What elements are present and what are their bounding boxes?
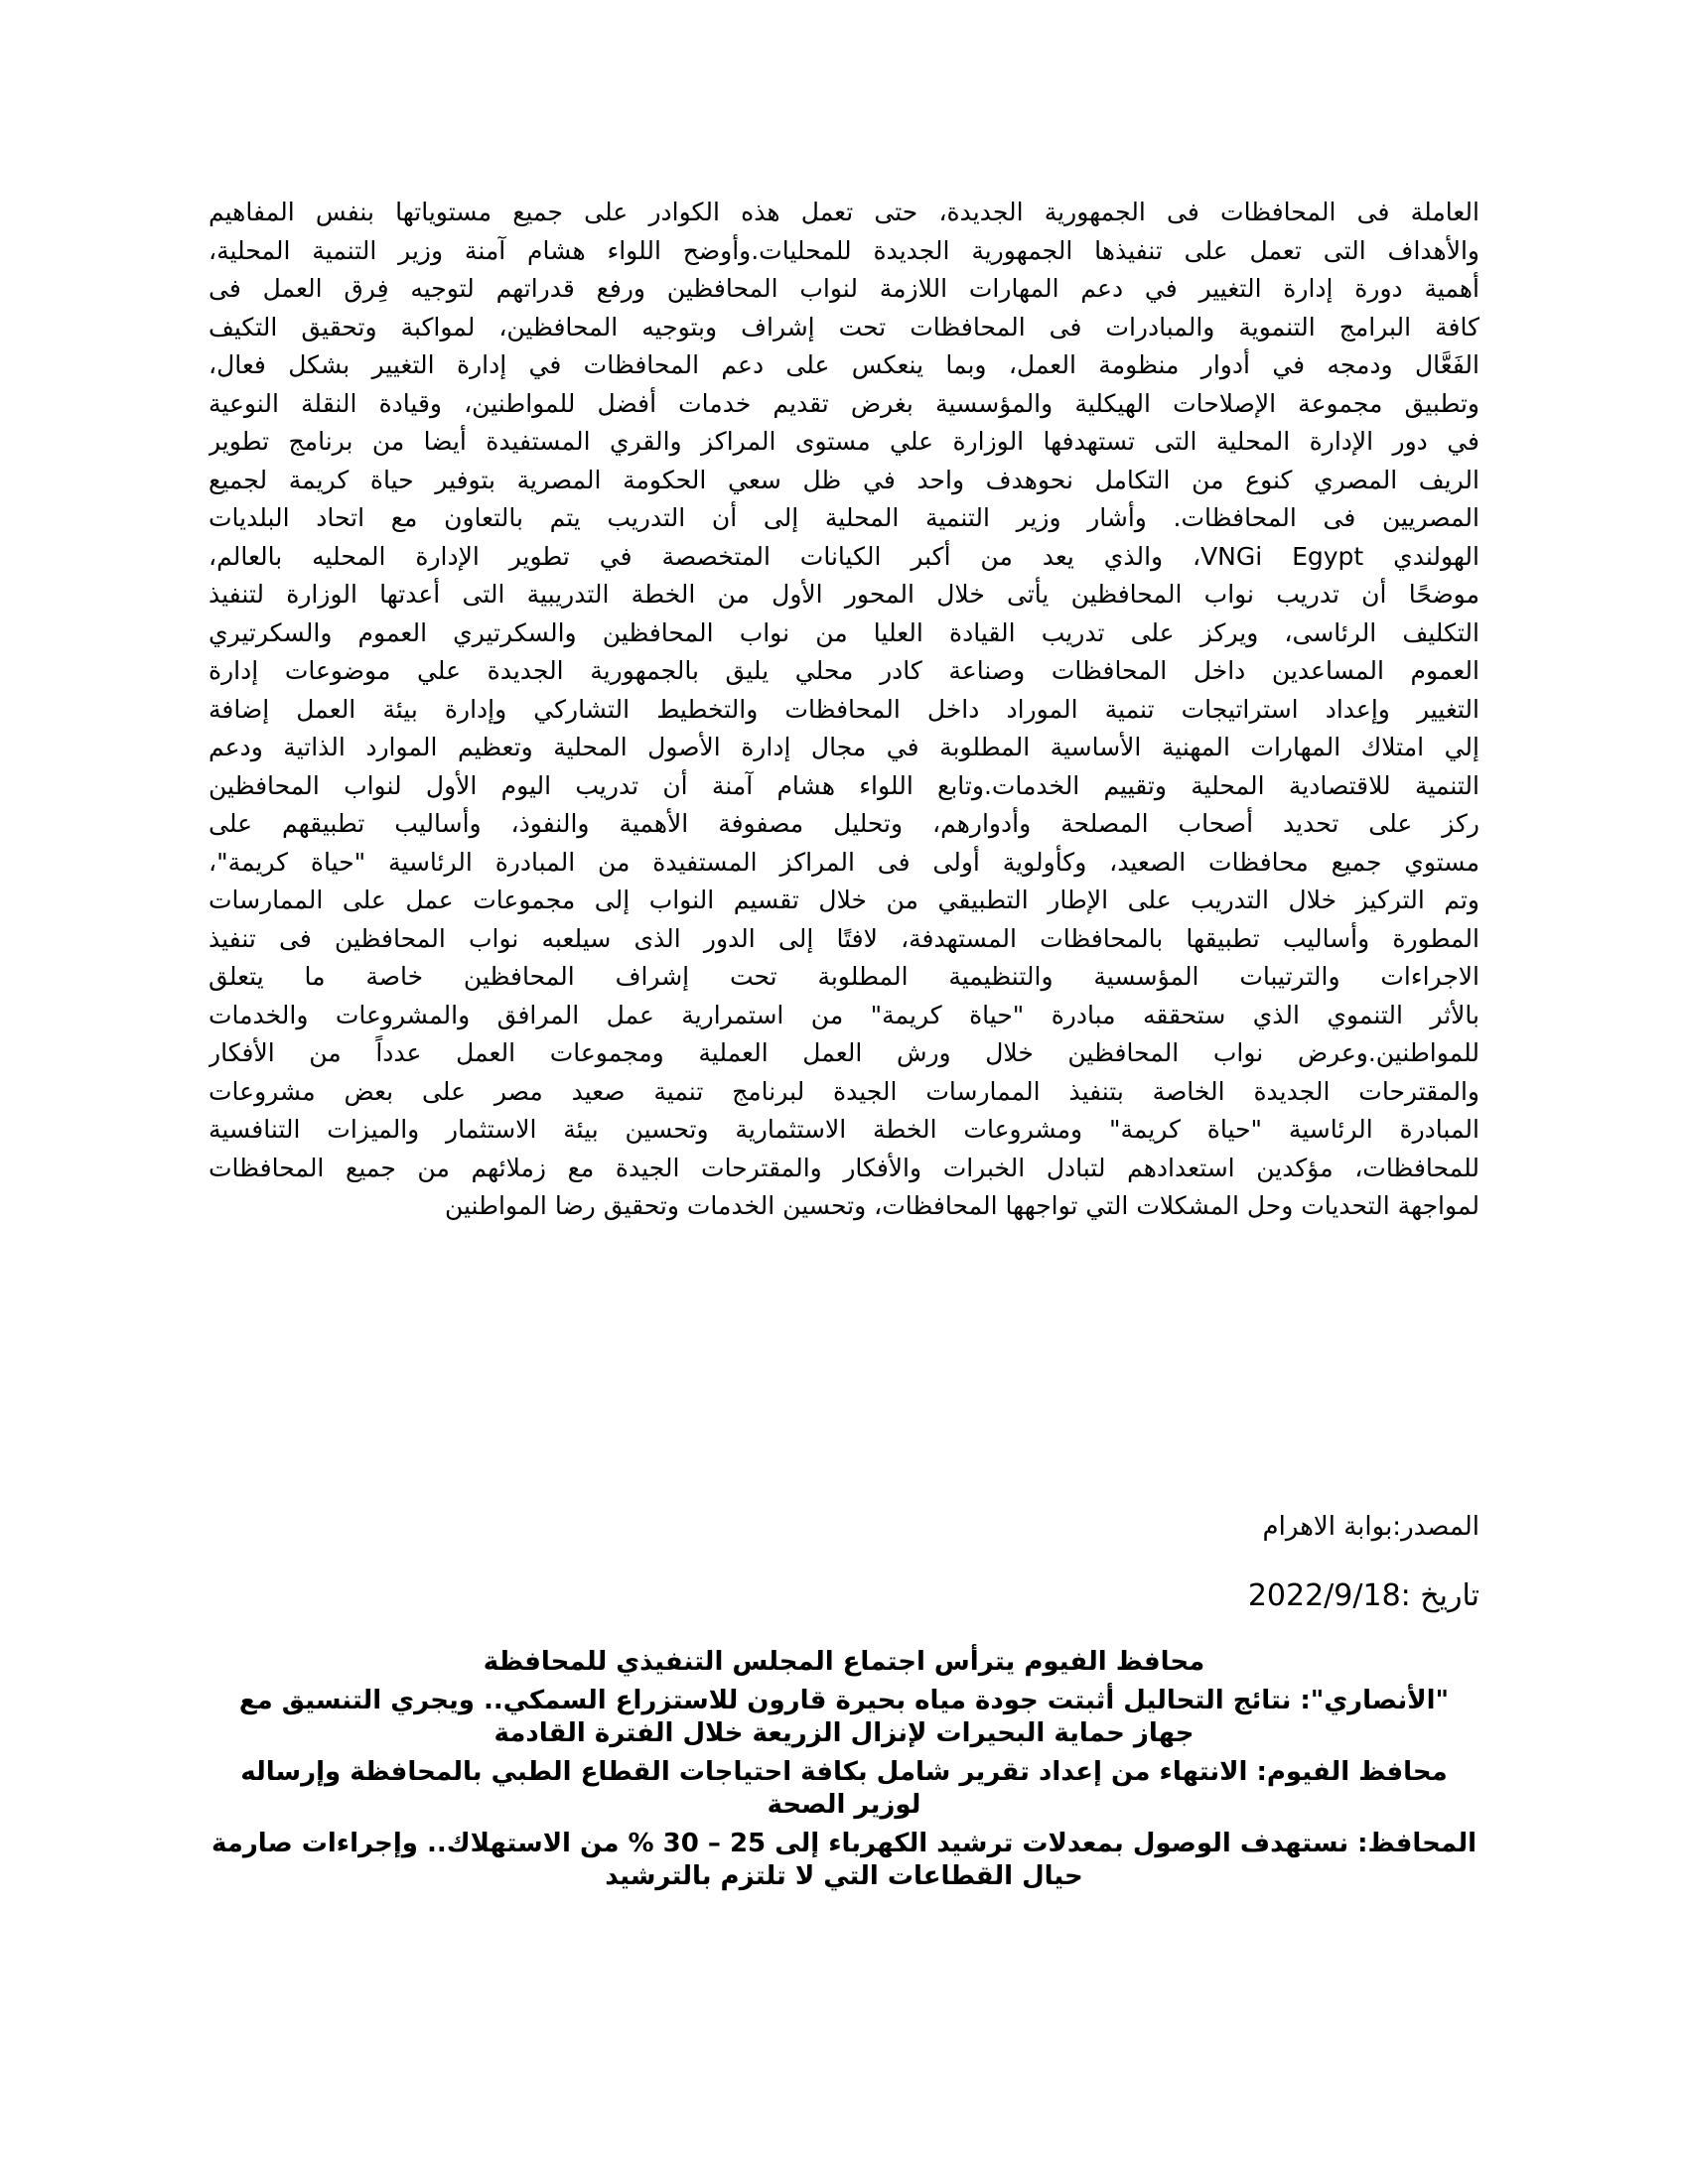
article-date: تاريخ :2022/9/18 (1247, 1578, 1479, 1613)
article-line: ركز على تحديد أصحاب المصلحة وأدوارهم، وتحليل مصفوفة الأهمية والنفوذ، وأساليب تطبيقهم على (209, 809, 1479, 838)
article-body (209, 194, 1479, 1226)
article-line: في دور الإدارة المحلية التى تستهدفها الوزارة علي مستوى المراكز والقري المستفيدة أيضا من برنامج تطوير (209, 427, 1479, 456)
article-line: العموم المساعدين داخل المحافظات وصناعة كادر محلي يليق بالجمهورية الجديدة علي موضوعات إدارة (209, 656, 1479, 685)
related-headlines (209, 1646, 1479, 1899)
article-line: للمحافظات، مؤكدين استعدادهم لتبادل الخبرات والأفكار والمقترحات الجيدة مع زملائهم من جميع المحافظات (209, 1153, 1479, 1182)
headline: "الأنصاري": نتائج التحاليل أثبتت جودة مياه بحيرة قارون للاستزراع السمكي.. ويجري التنسيق مع جهاز حماية البحيرات لإنزال الزريعة خلال الفترة القادمة (238, 1686, 1450, 1748)
article-line: الفَعَّال ودمجه في أدوار منظومة العمل، وبما ينعكس على دعم المحافظات في إدارة التغيير بشكل فعال، (209, 350, 1479, 379)
article-line: والمقترحات الجديدة الخاصة بتنفيذ الممارسات الجيدة لبرنامج تنمية صعيد مصر على بعض مشروعات (209, 1076, 1479, 1106)
article-line: المصريين فى المحافظات. وأشار وزير التنمية المحلية إلى أن التدريب يتم بالتعاون مع اتحاد البلديات (209, 503, 1479, 532)
headline: محافظ الفيوم يترأس اجتماع المجلس التنفيذي للمحافظة (483, 1647, 1205, 1677)
article-line: كافة البرامج التنموية والمبادرات فى المحافظات تحت إشراف وبتوجيه المحافظين، لمواكبة وتحقيق التكيف (209, 312, 1479, 341)
article-line: أهمية دورة إدارة التغيير في دعم المهارات اللازمة لنواب المحافظين ورفع قدراتهم لتوجيه فِرق العمل فى (209, 274, 1479, 303)
article-source: المصدر:بوابة الاهرام (1262, 1512, 1479, 1542)
article-line: مستوي جميع محافظات الصعيد، وكأولوية أولى فى المراكز المستفيدة من المبادرة الرئاسية "حياة كريمة"، (209, 847, 1479, 877)
article-line: وتم التركيز خلال التدريب على الإطار التطبيقي من خلال تقسيم النواب إلى مجموعات عمل على الممارسات (209, 886, 1479, 914)
article-line: للمواطنين.وعرض نواب المحافظين خلال ورش العمل العملية ومجموعات العمل عدداً من الأفكار (209, 1038, 1479, 1067)
article-line: وتطبيق مجموعة الإصلاحات الهيكلية والمؤسسية بغرض تقديم خدمات أفضل للمواطنين، وقيادة النقلة النوعية (209, 388, 1479, 418)
article-line: موضحًا أن تدريب نواب المحافظين يأتى خلال المحور الأول من الخطة التدريبية التى أعدتها الوزارة لتنفيذ (209, 580, 1479, 609)
article-line: لمواجهة التحديات وحل المشكلات التي تواجهها المحافظات، وتحسين الخدمات وتحقيق رضا المواطنين (444, 1191, 1479, 1220)
article-line: والأهداف التى تعمل على تنفيذها الجمهورية الجديدة للمحليات.وأوضح اللواء هشام آمنة وزير التنمية المحلية، (209, 235, 1479, 265)
article-line: بالأثر التنموي الذي ستحققه مبادرة "حياة كريمة" من استمرارية عمل المرافق والمشروعات والخدمات (209, 1000, 1479, 1029)
headline: محافظ الفيوم: الانتهاء من إعداد تقرير شامل بكافة احتياجات القطاع الطبي بالمحافظة وإرساله لوزير الصحة (240, 1757, 1448, 1820)
article-line: الريف المصري كنوع من التكامل نحوهدف واحد في ظل سعي الحكومة المصرية بتوفير حياة كريمة لجميع (209, 465, 1479, 494)
article-line: الهولندي VNGi Egypt، والذي يعد من أكبر الكيانات المتخصصة في تطوير الإدارة المحليه بالعالم، (209, 541, 1479, 571)
article-line: الاجراءات والترتيبات المؤسسية والتنظيمية المطلوبة تحت إشراف المحافظين خاصة ما يتعلق (209, 962, 1479, 991)
headline: المحافظ: نستهدف الوصول بمعدلات ترشيد الكهرباء إلى 25 – 30 % من الاستهلاك.. وإجراءات صارمة حيال القطاعات التي لا تلتزم بالترشيد (211, 1829, 1477, 1891)
article-line: التغيير وإعداد استراتيجات تنمية الموراد داخل المحافظات والتخطيط التشاركي وإدارة بيئة العمل إضافة (209, 694, 1479, 724)
article-line: المطورة وأساليب تطبيقها بالمحافظات المستهدفة، لافتًا إلى الدور الذى سيلعبه نواب المحافظين فى تنفيذ (209, 923, 1479, 953)
article-line: التنمية للاقتصادية المحلية وتقييم الخدمات.وتابع اللواء هشام آمنة أن تدريب اليوم الأول لنواب المحافظين (209, 770, 1479, 800)
article-line: المبادرة الرئاسية "حياة كريمة" ومشروعات الخطة الاستثمارية وتحسين بيئة الاستثمار والميزات التنافسية (209, 1115, 1479, 1144)
article-line: إلي امتلاك المهارات المهنية الأساسية المطلوبة في مجال إدارة الأصول المحلية وتعظيم الموارد الذاتية ودعم (209, 733, 1479, 761)
article-line: العاملة فى المحافظات فى الجمهورية الجديدة، حتى تعمل هذه الكوادر على جميع مستوياتها بنفس المفاهيم (209, 198, 1479, 226)
article-line: التكليف الرئاسى، ويركز على تدريب القيادة العليا من نواب المحافظين والسكرتيري العموم والسكرتيري (209, 617, 1479, 647)
